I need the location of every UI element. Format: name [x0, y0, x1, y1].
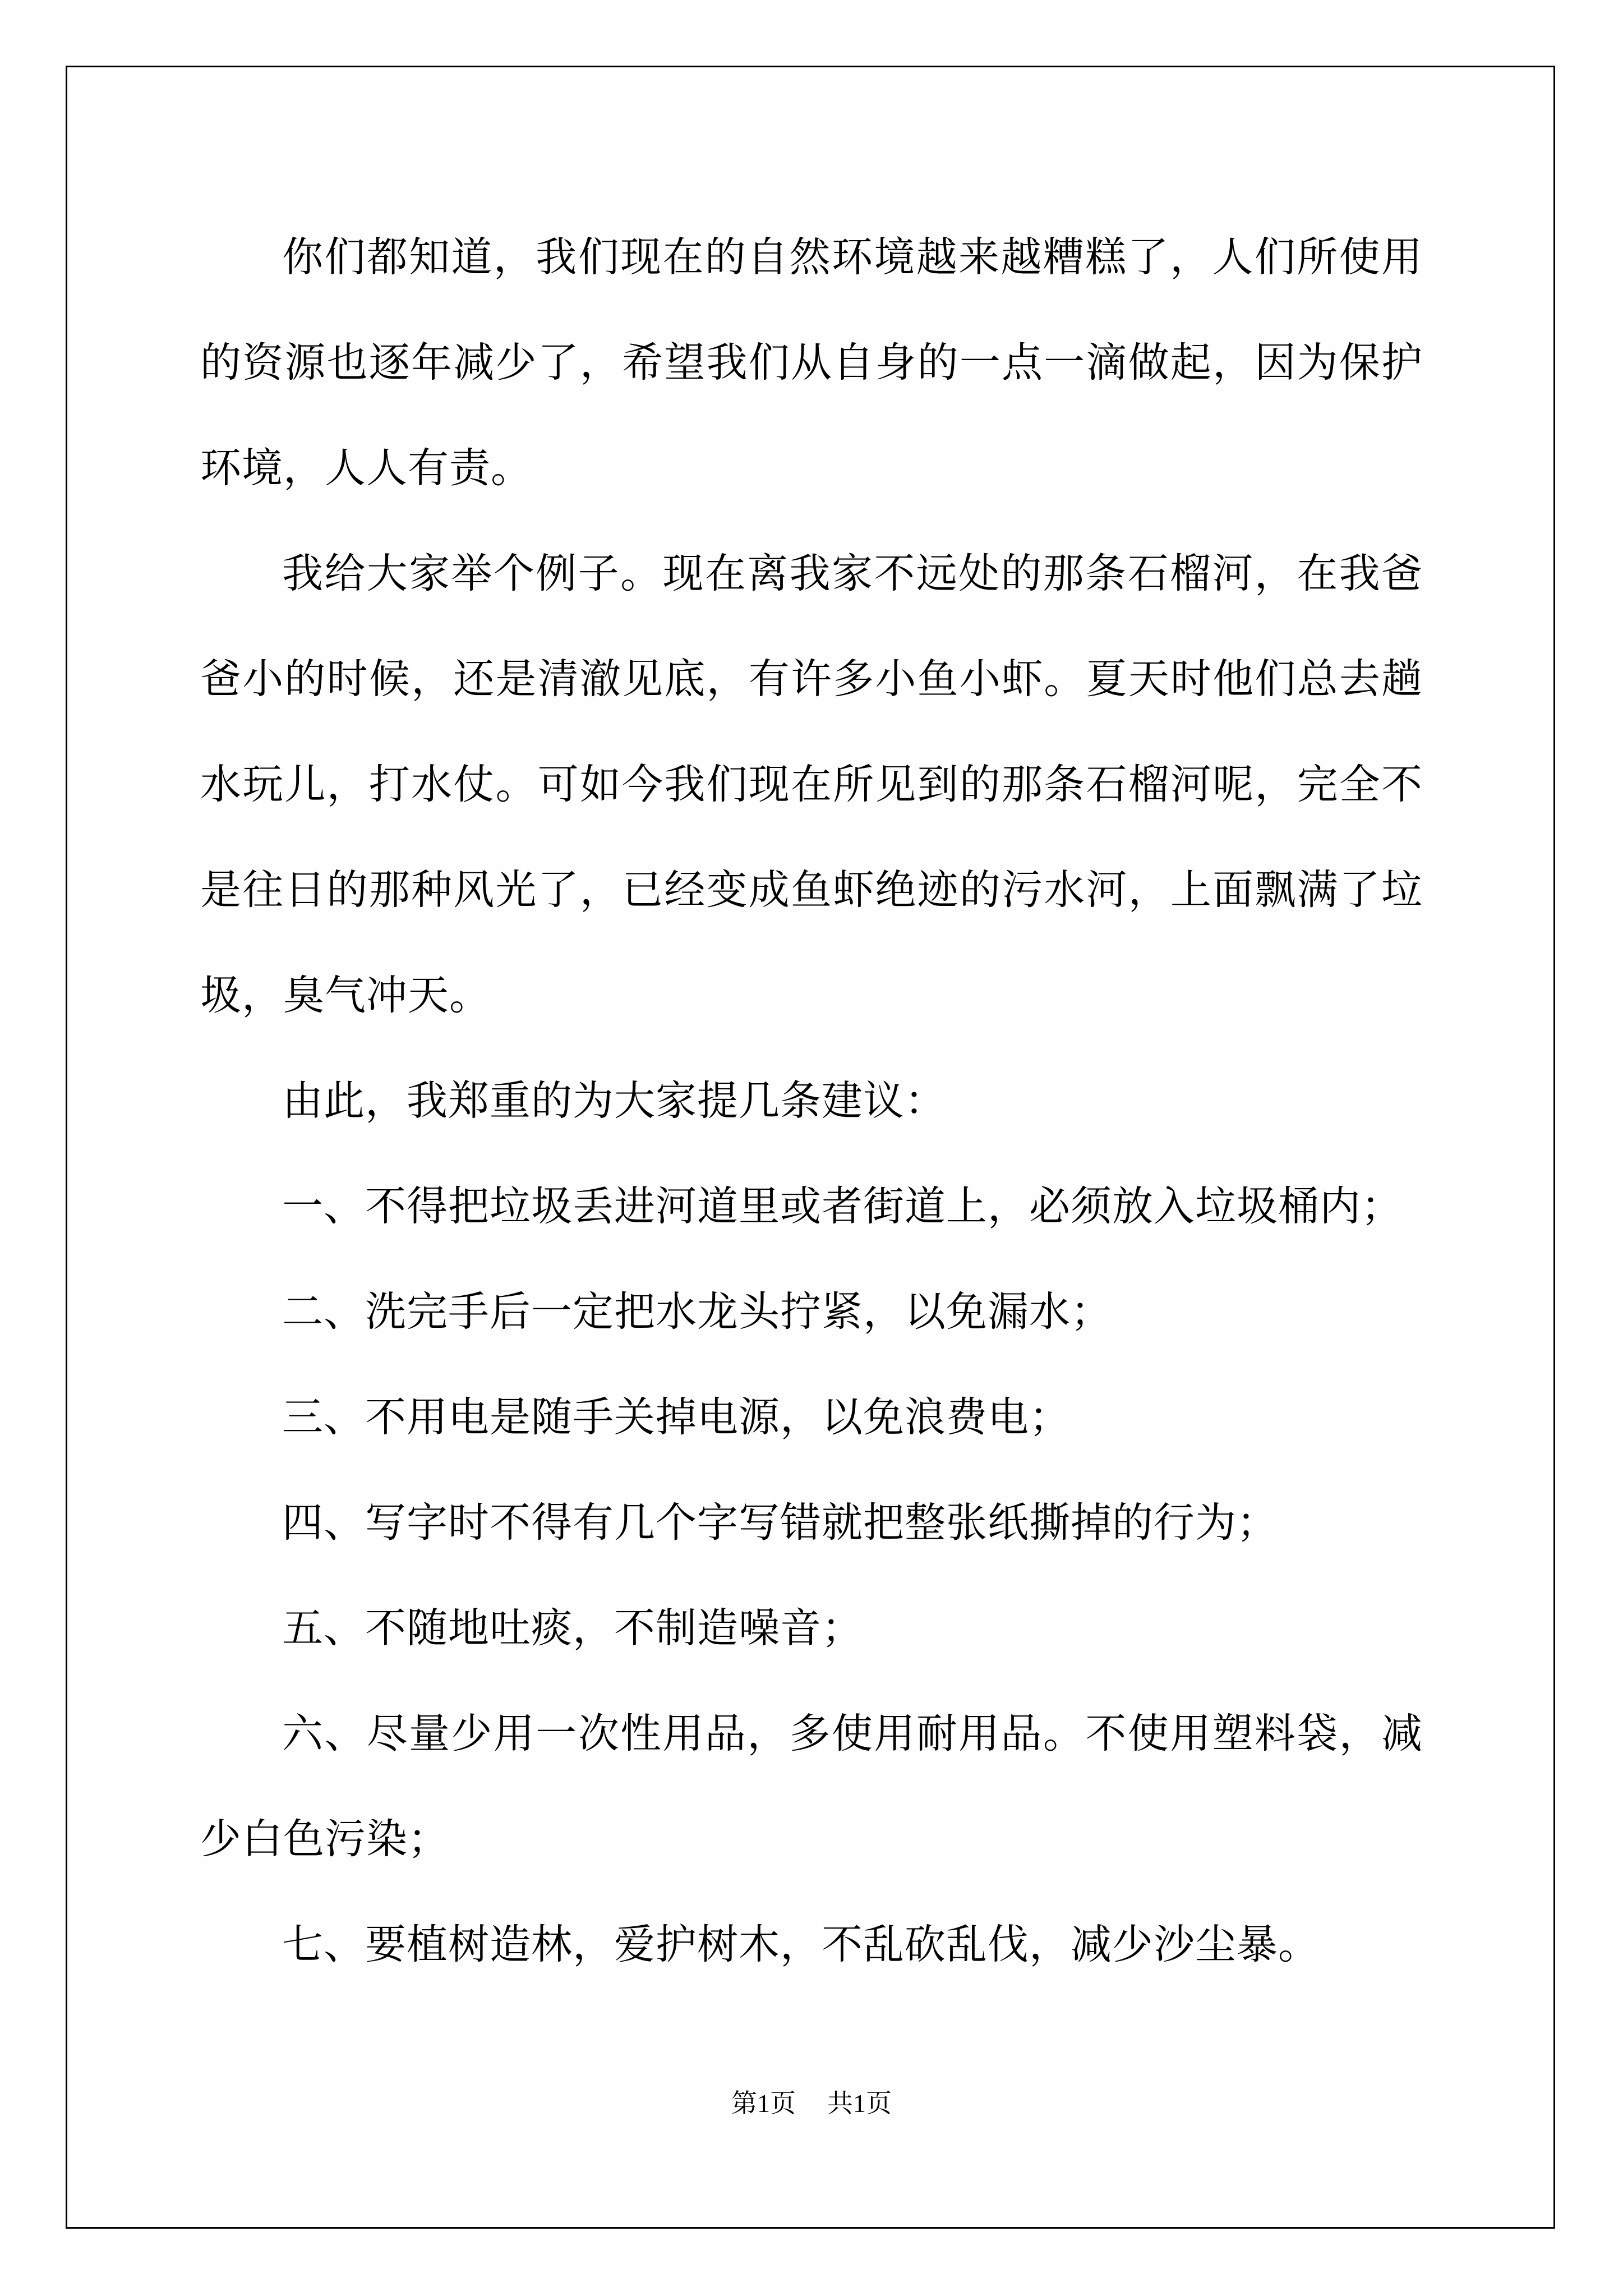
page-total: 共1页 — [827, 2089, 892, 2118]
list-item: 四、写字时不得有几个字写错就把整张纸撕掉的行为； — [282, 1499, 1278, 1547]
paragraph: 我给大家举个例子。现在离我家不远处的那条石榴河，在我爸爸小的时候，还是清澈见底，有许多小鱼小虾。夏天时他们总去趟水玩儿，打水仗。可如今我们现在所见到的那条石榴河呢，完全不是往日的那种风光了，已经变成鱼虾绝迹的污水河，上面飘满了垃圾，臭气冲天。 — [200, 550, 1423, 1019]
page-number: 第1页 — [731, 2089, 796, 2118]
list-item: 二、洗完手后一定把水龙头拧紧，以免漏水； — [282, 1288, 1112, 1336]
list-item: 七、要植树造林，爱护树木，不乱砍乱伐，减少沙尘暴。 — [282, 1921, 1320, 1968]
paragraph: 你们都知道，我们现在的自然环境越来越糟糕了，人们所使用的资源也逐年减少了，希望我们从自身的一点一滴做起，因为保护环境，人人有责。 — [200, 233, 1423, 492]
list-item: 三、不用电是随手关掉电源，以免浪费电； — [282, 1393, 1071, 1441]
list-item: 五、不随地吐痰，不制造噪音； — [282, 1604, 863, 1652]
document-body — [200, 205, 1423, 1998]
page-footer — [0, 2087, 1623, 2120]
paragraph: 由此，我郑重的为大家提几条建议： — [282, 1077, 946, 1125]
list-item: 六、尽量少用一次性用品，多使用耐用品。不使用塑料袋，减少白色污染； — [200, 1710, 1423, 1863]
list-item: 一、不得把垃圾丢进河道里或者街道上，必须放入垃圾桶内； — [282, 1182, 1403, 1230]
